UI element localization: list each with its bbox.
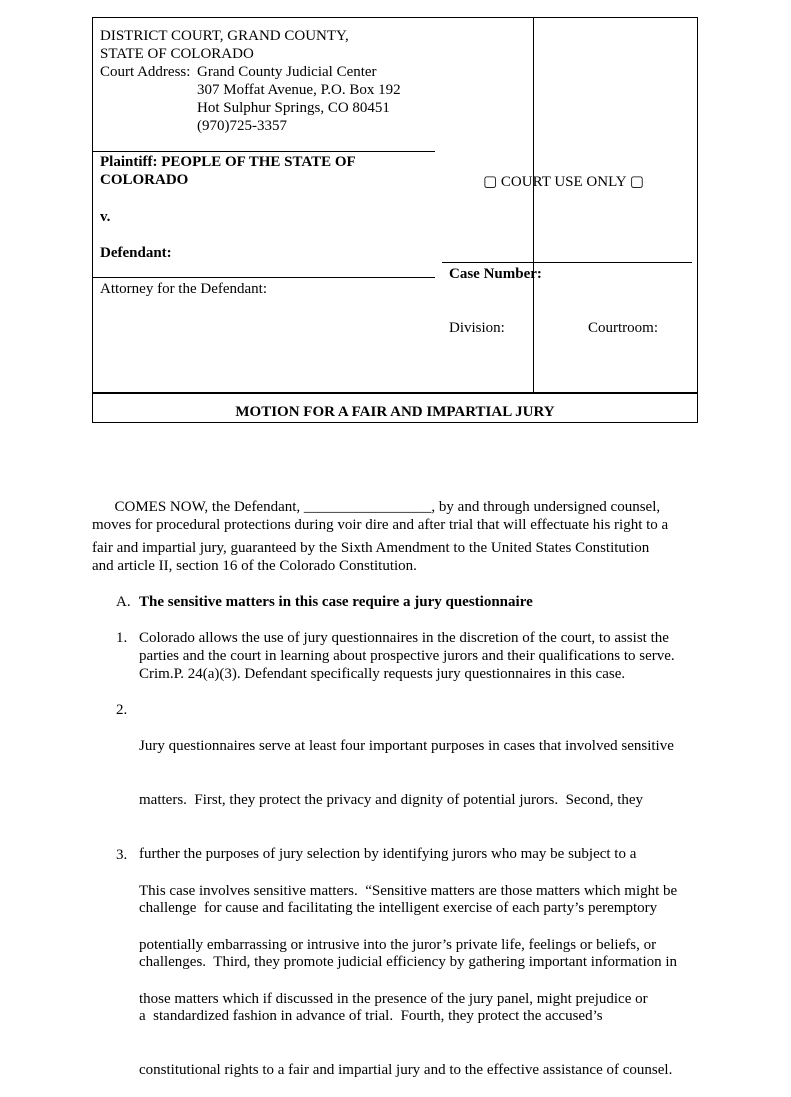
court-name — [100, 27, 349, 63]
item-line: potentially embarrassing or intrusive into the juror’s private life, feelings or beliefs, or — [139, 937, 657, 953]
section-letter: A. — [116, 594, 131, 610]
intro-line: moves for procedural protections during voir dire and after trial that will effectuate his right to a — [92, 517, 669, 533]
attorney-label: Attorney for the Defendant: — [100, 281, 268, 297]
item-line: challenge for cause and facilitating the intelligent exercise of each party’s peremptory — [139, 900, 658, 916]
item-line: This case involves sensitive matters. “Sensitive matters are those matters which might be — [139, 883, 678, 899]
item-line: matters. First, they protect the privacy and dignity of potential jurors. Second, they — [139, 792, 644, 808]
division-label: Division: — [449, 320, 505, 336]
address-line: (970)725-3357 — [197, 118, 287, 134]
item-line: Colorado allows the use of jury questionnaires in the discretion of the court, to assist the — [139, 630, 669, 646]
item-line: parties and the court in learning about prospective jurors and their qualifications to serve. — [139, 648, 675, 664]
court-use-only: ▢ COURT USE ONLY ▢ — [483, 174, 644, 190]
address-line: 307 Moffat Avenue, P.O. Box 192 — [197, 82, 401, 98]
item-line: challenges. Third, they promote judicial efficiency by gathering important information in — [139, 954, 678, 970]
title-divider — [93, 392, 697, 394]
item-number: 2. — [116, 702, 128, 718]
item-line: a standardized fashion in advance of trial. Fourth, they protect the accused’s — [139, 1008, 603, 1024]
caption-divider-court — [93, 151, 435, 152]
case-caption-box — [92, 17, 698, 423]
caption-vertical-divider — [533, 18, 534, 394]
item-number: 1. — [116, 630, 128, 646]
intro-line: and article II, section 16 of the Colorado Constitution. — [92, 558, 417, 574]
court-name-line: DISTRICT COURT, GRAND COUNTY, — [100, 28, 349, 44]
case-number-label: Case Number: — [449, 266, 542, 282]
item-number: 3. — [116, 847, 128, 863]
section-heading: The sensitive matters in this case require a jury questionnaire — [139, 594, 533, 610]
court-name-line: STATE OF COLORADO — [100, 46, 254, 62]
plaintiff-line: Plaintiff: PEOPLE OF THE STATE OF — [100, 154, 356, 170]
item-line: constitutional rights to a fair and impartial jury and to the effective assistance of counsel. — [139, 1062, 673, 1078]
versus: v. — [100, 209, 111, 225]
item-line: those matters which if discussed in the presence of the jury panel, might prejudice or — [139, 991, 648, 1007]
intro-line: fair and impartial jury, guaranteed by the Sixth Amendment to the United States Constitution — [92, 540, 650, 556]
item-line: Jury questionnaires serve at least four important purposes in cases that involved sensitive — [139, 738, 674, 754]
address-line: Grand County Judicial Center — [197, 64, 377, 80]
caption-divider-parties — [93, 277, 435, 278]
address-line: Hot Sulphur Springs, CO 80451 — [197, 100, 390, 116]
courtroom-label: Courtroom: — [588, 320, 658, 336]
intro-line: COMES NOW, the Defendant, _________________, by and through undersigned counsel, — [92, 499, 661, 515]
plaintiff — [100, 153, 356, 189]
motion-title: MOTION FOR A FAIR AND IMPARTIAL JURY — [235, 404, 555, 420]
court-address-label: Court Address: — [100, 64, 191, 80]
list-item-1 — [139, 629, 675, 683]
court-address — [197, 63, 401, 135]
caption-divider-court-use — [442, 262, 692, 263]
plaintiff-line: COLORADO — [100, 172, 189, 188]
item-line: Crim.P. 24(a)(3). Defendant specifically requests jury questionnaires in this case. — [139, 666, 626, 682]
defendant-label: Defendant: — [100, 245, 172, 261]
item-line: further the purposes of jury selection by identifying jurors who may be subject to a — [139, 846, 637, 862]
list-item-3 — [139, 846, 677, 1026]
